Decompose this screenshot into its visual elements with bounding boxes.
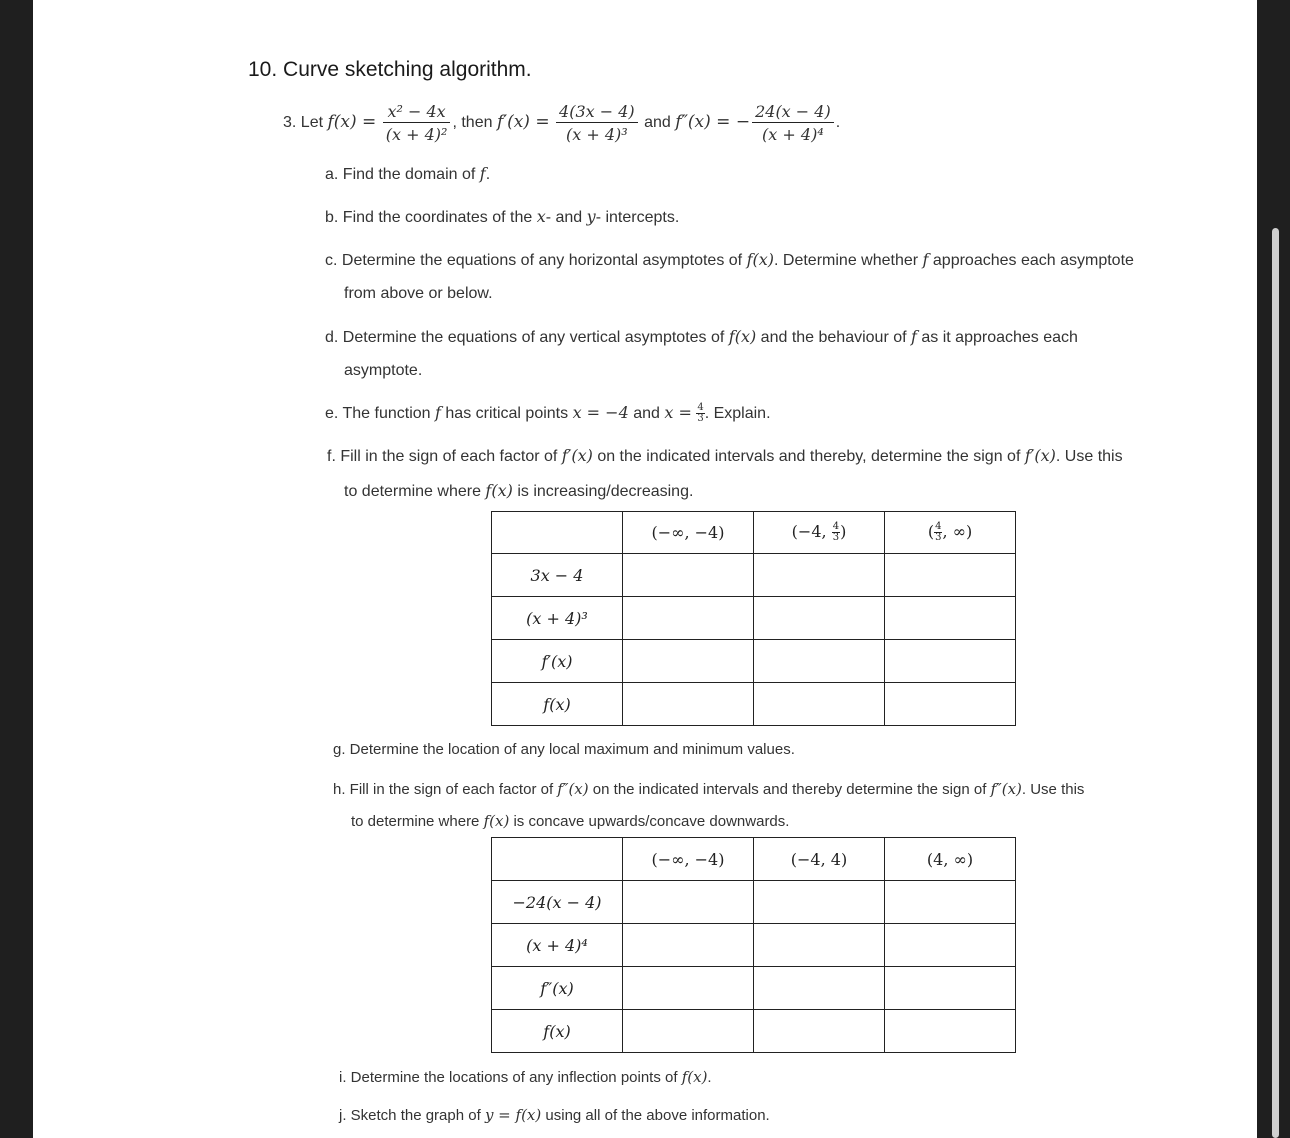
item-b: b. Find the coordinates of the x- and y- intercepts. — [325, 207, 680, 226]
item-g: g. Determine the location of any local maximum and minimum values. — [333, 741, 795, 758]
item-h-line2: to determine where f(x) is concave upwards/concave downwards. — [351, 812, 790, 830]
sign-chart-second-derivative — [491, 837, 1016, 1053]
sign-cell[interactable] — [754, 640, 885, 683]
header-interval-1: (−∞, −4) — [623, 838, 754, 881]
header-interval-2: (−4, $\frac{4}{3}$ ) — [754, 512, 885, 554]
sign-cell[interactable] — [623, 597, 754, 640]
row-label: (x + 4)⁴ — [492, 924, 623, 967]
item-d-line2: asymptote. — [344, 362, 423, 379]
fdoubleprime-fraction: $\frac{24(x - 4)}{\text{(x + 4)⁴}}$ — [752, 102, 834, 144]
sign-cell[interactable] — [623, 881, 754, 924]
f-fraction: $\frac{\text{x² − 4x}}{\text{(x + 4)²}}$ — [383, 102, 451, 144]
row-label: 3x − 4 — [492, 554, 623, 597]
page-title: 10. Curve sketching algorithm. — [248, 58, 532, 81]
sign-cell[interactable] — [754, 881, 885, 924]
sign-cell[interactable] — [885, 597, 1016, 640]
header-interval-2: (−4, 4) — [754, 838, 885, 881]
worksheet-page — [33, 0, 1257, 1138]
item-a: a. Find the domain of f. — [325, 164, 491, 183]
sign-cell[interactable] — [754, 1010, 885, 1053]
sign-cell[interactable] — [623, 1010, 754, 1053]
row-label: −24(x − 4) — [492, 881, 623, 924]
item-j: j. Sketch the graph of y = f(x) using all of the above information. — [339, 1106, 770, 1124]
problem-statement: 3. Let f(x) = $\frac{\text{x² − 4x}}{\text{(x + 4)²}}$ , then f′(x) = $\frac{4(3x - 4)}{\text{(x + 4)³}}$ and f″(x) = − $\frac{24(x - 4)}{\text{(x + 4)⁴}}$ . — [283, 102, 841, 144]
sign-cell[interactable] — [754, 554, 885, 597]
header-interval-3: ( $\frac{4}{3}$ , ∞) — [885, 512, 1016, 554]
row-label: f″(x) — [492, 967, 623, 1010]
row-label: f(x) — [492, 683, 623, 726]
sign-cell[interactable] — [623, 640, 754, 683]
vertical-scrollbar[interactable] — [1272, 228, 1279, 1138]
header-empty — [492, 838, 623, 881]
sign-cell[interactable] — [885, 924, 1016, 967]
sign-cell[interactable] — [885, 640, 1016, 683]
row-label: f′(x) — [492, 640, 623, 683]
sign-cell[interactable] — [623, 967, 754, 1010]
sign-cell[interactable] — [885, 683, 1016, 726]
item-i: i. Determine the locations of any inflection points of f(x). — [339, 1068, 712, 1086]
sign-cell[interactable] — [885, 554, 1016, 597]
sign-cell[interactable] — [885, 967, 1016, 1010]
fprime-fraction: $\frac{4(3x - 4)}{\text{(x + 4)³}}$ — [556, 102, 638, 144]
item-e: e. The function f has critical points x = −4 and x = $\frac{4}{3}$ . Explain. — [325, 402, 771, 425]
sign-cell[interactable] — [885, 1010, 1016, 1053]
sign-cell[interactable] — [623, 924, 754, 967]
sign-cell[interactable] — [754, 597, 885, 640]
sign-cell[interactable] — [623, 554, 754, 597]
header-empty — [492, 512, 623, 554]
sign-cell[interactable] — [754, 967, 885, 1010]
sign-cell[interactable] — [754, 683, 885, 726]
header-interval-3: (4, ∞) — [885, 838, 1016, 881]
problem-number: 3. — [283, 114, 297, 132]
item-f: f. Fill in the sign of each factor of f′(x) on the indicated intervals and thereby, determine the sign of f′(x). Use this — [327, 446, 1123, 465]
item-c: c. Determine the equations of any horizontal asymptotes of f(x). Determine whether f approaches each asymptote — [325, 250, 1134, 269]
row-label: (x + 4)³ — [492, 597, 623, 640]
item-c-line2: from above or below. — [344, 285, 493, 302]
item-h: h. Fill in the sign of each factor of f″(x) on the indicated intervals and thereby determine the sign of f″(x). Use this — [333, 780, 1085, 798]
sign-chart-first-derivative — [491, 511, 1016, 726]
sign-cell[interactable] — [754, 924, 885, 967]
row-label: f(x) — [492, 1010, 623, 1053]
item-f-line2: to determine where f(x) is increasing/decreasing. — [344, 481, 694, 500]
item-d: d. Determine the equations of any vertical asymptotes of f(x) and the behaviour of f as it approaches each — [325, 327, 1078, 346]
sign-cell[interactable] — [885, 881, 1016, 924]
sign-cell[interactable] — [623, 683, 754, 726]
header-interval-1: (−∞, −4) — [623, 512, 754, 554]
